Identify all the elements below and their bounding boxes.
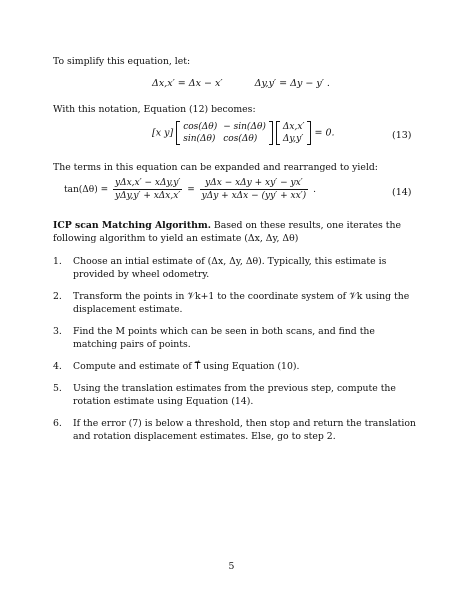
algorithm-paragraph — [53, 219, 425, 245]
delta-vector — [276, 121, 312, 145]
step-text: Using the translation estimates from the previous step, compute the rotation estimate using Equation (14). — [73, 383, 396, 407]
eq14-fraction-2 — [200, 178, 309, 201]
vector-v1: Δx,x′ — [282, 122, 305, 132]
step-number: 4. — [53, 361, 62, 372]
def-lhs1: Δx,x′ — [152, 78, 175, 89]
def-rhs1: = Δx − x′ — [177, 78, 223, 89]
eq14-dot: . — [313, 185, 316, 195]
equation-14 — [64, 178, 316, 201]
intro-text: To simplify this equation, let: — [53, 56, 191, 67]
eq14-f2-numerator: yΔx − xΔy + xy′ − yx′ — [200, 178, 309, 190]
matrix-m12: − sin(Δθ) — [223, 122, 266, 132]
step-text: Compute and estimate of T⃗ using Equation (10). — [73, 361, 300, 372]
eq14-f1-numerator: yΔx,x′ − xΔy,y′ — [115, 178, 181, 188]
step-number: 3. — [53, 326, 62, 337]
rotation-matrix — [176, 121, 273, 145]
eq14-equals: = — [187, 185, 195, 195]
vector-v2: Δy,y′ — [282, 134, 304, 144]
step-number: 2. — [53, 291, 62, 302]
equation-14-number: (14) — [392, 187, 412, 198]
equation-13-number: (13) — [392, 130, 412, 141]
matrix-m11: cos(Δθ) — [183, 122, 218, 132]
matrix-m22: cos(Δθ) — [223, 134, 258, 144]
step-text: Transform the points in 𝒱k+1 to the coordinate system of 𝒱k using the displacement estimate. — [73, 291, 410, 315]
algorithm-text: Based on these results, one iterates the following algorithm to yield an estimate (Δx, Δy, Δθ) — [53, 220, 401, 244]
step-item — [53, 290, 418, 316]
step-item — [53, 382, 418, 408]
algorithm-steps — [53, 255, 418, 452]
eq14-fraction-1 — [113, 178, 182, 201]
equation-13 — [152, 121, 335, 145]
step-text: Choose an intial estimate of (Δx, Δy, Δθ). Typically, this estimate is provided by wheel odometry. — [73, 256, 387, 280]
step-item — [53, 417, 418, 443]
expand-text: The terms in this equation can be expanded and rearranged to yield: — [53, 162, 378, 173]
step-text: If the error (7) is below a threshold, then stop and return the translation and rotation displacement estimates. Else, go to step 2. — [73, 418, 416, 442]
step-number: 5. — [53, 383, 62, 394]
eq14-f2-denominator: yΔy + xΔx − (yy′ + xx′) — [201, 191, 307, 201]
matrix-m21: sin(Δθ) — [183, 134, 216, 144]
definition-equation — [152, 78, 330, 89]
step-item — [53, 325, 418, 351]
step-item — [53, 360, 418, 373]
page-number: 5 — [228, 561, 235, 572]
step-number: 6. — [53, 418, 62, 429]
step-number: 1. — [53, 256, 62, 267]
eq13-rhs: = 0. — [314, 127, 335, 139]
eq13-row-vector: [x y] — [152, 127, 174, 139]
def-lhs2: Δy,y′ — [254, 78, 277, 89]
eq14-lhs: tan(Δθ) = — [64, 185, 109, 195]
def-rhs2: = Δy − y′ . — [279, 78, 330, 89]
notation-text: With this notation, Equation (12) becomes: — [53, 104, 256, 115]
step-item — [53, 255, 418, 281]
algorithm-heading: ICP scan Matching Algorithm. — [53, 220, 211, 231]
eq14-f1-denominator: yΔy,y′ + xΔx,x′ — [115, 191, 181, 201]
step-text: Find the M points which can be seen in both scans, and find the matching pairs of points. — [73, 326, 375, 350]
